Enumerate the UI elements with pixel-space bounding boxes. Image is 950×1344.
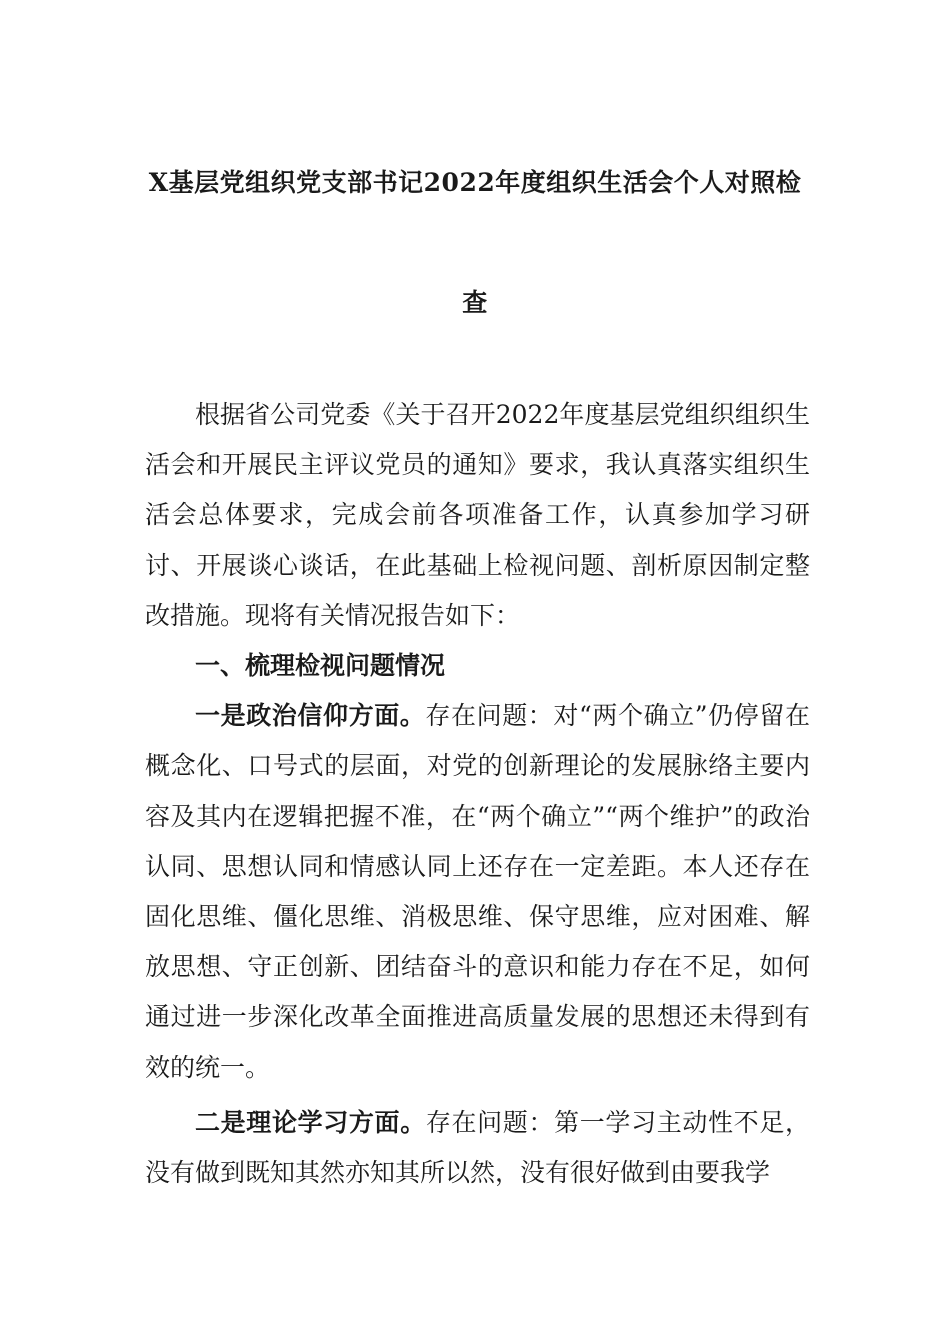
item-2-paragraph [145, 1098, 810, 1198]
item-2-lead: 二是理论学习方面。 [195, 1107, 426, 1137]
document-title-line-2: 查 [462, 288, 488, 317]
section-heading: 一、梳理检视问题情况 [195, 651, 446, 681]
intro-paragraph: 根据省公司党委《关于召开2022年度基层党组织组织生活会和开展民主评议党员的通知》要求，我认真落实组织生活会总体要求，完成会前各项准备工作，认真参加学习研讨、开展谈心谈话，在此基础上检视问题、剖析原因制定整改措施。现将有关情况报告如下： [145, 400, 810, 630]
item-1-text: 存在问题：对“两个确立”仍停留在概念化、口号式的层面，对党的创新理论的发展脉络主要内容及其内在逻辑把握不准，在“两个确立”“两个维护”的政治认同、思想认同和情感认同上还存在一定差距。本人还存在固化思维、僵化思维、消极思维、保守思维，应对困难、解放思想、守正创新、团结奋斗的意识和能力存在不足，如何通过进一步深化改革全面推进高质量发展的思想还未得到有效的统一。 [145, 701, 810, 1082]
item-2-text: 存在问题：第一学习主动性不足，没有做到既知其然亦知其所以然，没有很好做到由要我学 [145, 1107, 810, 1188]
item-1-lead: 一是政治信仰方面。 [195, 701, 426, 731]
item-1-paragraph [145, 691, 810, 1093]
document-title-line-1: X基层党组织党支部书记2022年度组织生活会个人对照检 [148, 168, 802, 197]
document-body [145, 390, 810, 1198]
